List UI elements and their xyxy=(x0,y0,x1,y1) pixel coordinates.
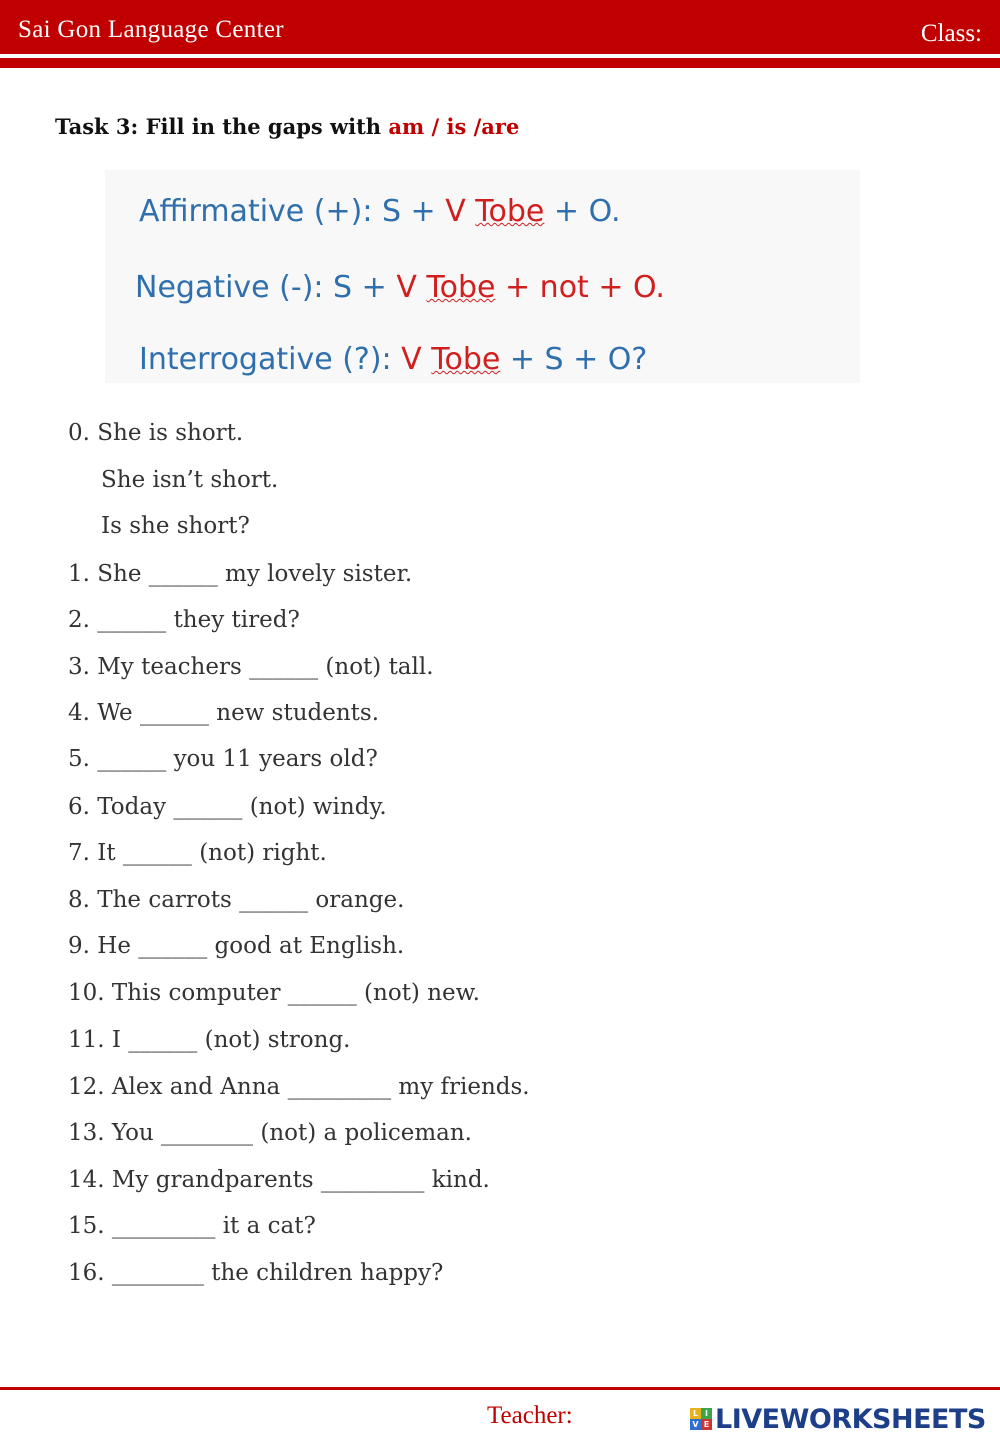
exercise-item[interactable]: 5. ______ you 11 years old? xyxy=(68,746,378,772)
task-title-prefix: Task 3: Fill in the gaps with xyxy=(55,114,389,139)
rule-interrogative-label: Interrogative (?): xyxy=(139,342,402,377)
example-question: Is she short? xyxy=(101,513,250,539)
exercise-item[interactable]: 14. My grandparents _________ kind. xyxy=(68,1167,490,1193)
rule-interrogative-tobe: Tobe xyxy=(431,342,501,377)
rule-interrogative-verb: V xyxy=(401,342,432,377)
rule-affirmative-verb: V xyxy=(445,194,476,229)
exercise-item[interactable]: 16. ________ the children happy? xyxy=(68,1260,444,1286)
class-label: Class: xyxy=(920,20,982,47)
exercise-item[interactable]: 9. He ______ good at English. xyxy=(68,933,405,959)
exercise-item[interactable]: 15. _________ it a cat? xyxy=(68,1213,316,1239)
exercise-item[interactable]: 12. Alex and Anna _________ my friends. xyxy=(68,1074,530,1100)
header-rule xyxy=(0,58,1000,68)
rule-negative-verb: V xyxy=(396,270,427,305)
example-affirmative: 0. She is short. xyxy=(68,420,244,446)
rule-negative xyxy=(135,270,665,305)
logo-letter-i: I xyxy=(701,1408,712,1419)
exercise-item[interactable]: 4. We ______ new students. xyxy=(68,700,380,726)
rule-interrogative xyxy=(139,342,647,377)
liveworksheets-logo-icon xyxy=(690,1408,712,1430)
exercise-item[interactable]: 11. I ______ (not) strong. xyxy=(68,1027,351,1053)
task-title xyxy=(55,114,519,139)
task-title-highlight: am / is /are xyxy=(388,114,520,139)
rule-negative-label: Negative (-): S + xyxy=(135,270,397,305)
exercise-item[interactable]: 7. It ______ (not) right. xyxy=(68,840,327,866)
rule-affirmative-label: Affirmative (+): S + xyxy=(139,194,446,229)
rule-affirmative-suffix: + O. xyxy=(544,194,621,229)
exercise-item[interactable]: 6. Today ______ (not) windy. xyxy=(68,794,387,820)
grammar-rule-box xyxy=(105,170,860,383)
logo-letter-e: E xyxy=(701,1419,712,1430)
teacher-label: Teacher: xyxy=(487,1402,573,1429)
liveworksheets-logo[interactable] xyxy=(690,1402,986,1436)
rule-affirmative xyxy=(139,194,621,229)
center-name: Sai Gon Language Center xyxy=(18,16,284,43)
exercise-item[interactable]: 2. ______ they tired? xyxy=(68,607,300,633)
rule-negative-suffix: + not + O. xyxy=(495,270,665,305)
logo-letter-l: L xyxy=(690,1408,701,1419)
liveworksheets-logo-text: LIVEWORKSHEETS xyxy=(715,1403,986,1435)
exercise-item[interactable]: 10. This computer ______ (not) new. xyxy=(68,980,480,1006)
exercise-item[interactable]: 8. The carrots ______ orange. xyxy=(68,887,405,913)
rule-interrogative-suffix: + S + O? xyxy=(500,342,648,377)
rule-affirmative-tobe: Tobe xyxy=(475,194,545,229)
rule-negative-tobe: Tobe xyxy=(426,270,496,305)
footer-rule xyxy=(0,1387,1000,1390)
exercise-item[interactable]: 13. You ________ (not) a policeman. xyxy=(68,1120,472,1146)
exercise-item[interactable]: 1. She ______ my lovely sister. xyxy=(68,561,413,587)
example-negative: She isn’t short. xyxy=(101,467,279,493)
logo-letter-v: V xyxy=(690,1419,701,1430)
exercise-item[interactable]: 3. My teachers ______ (not) tall. xyxy=(68,654,434,680)
